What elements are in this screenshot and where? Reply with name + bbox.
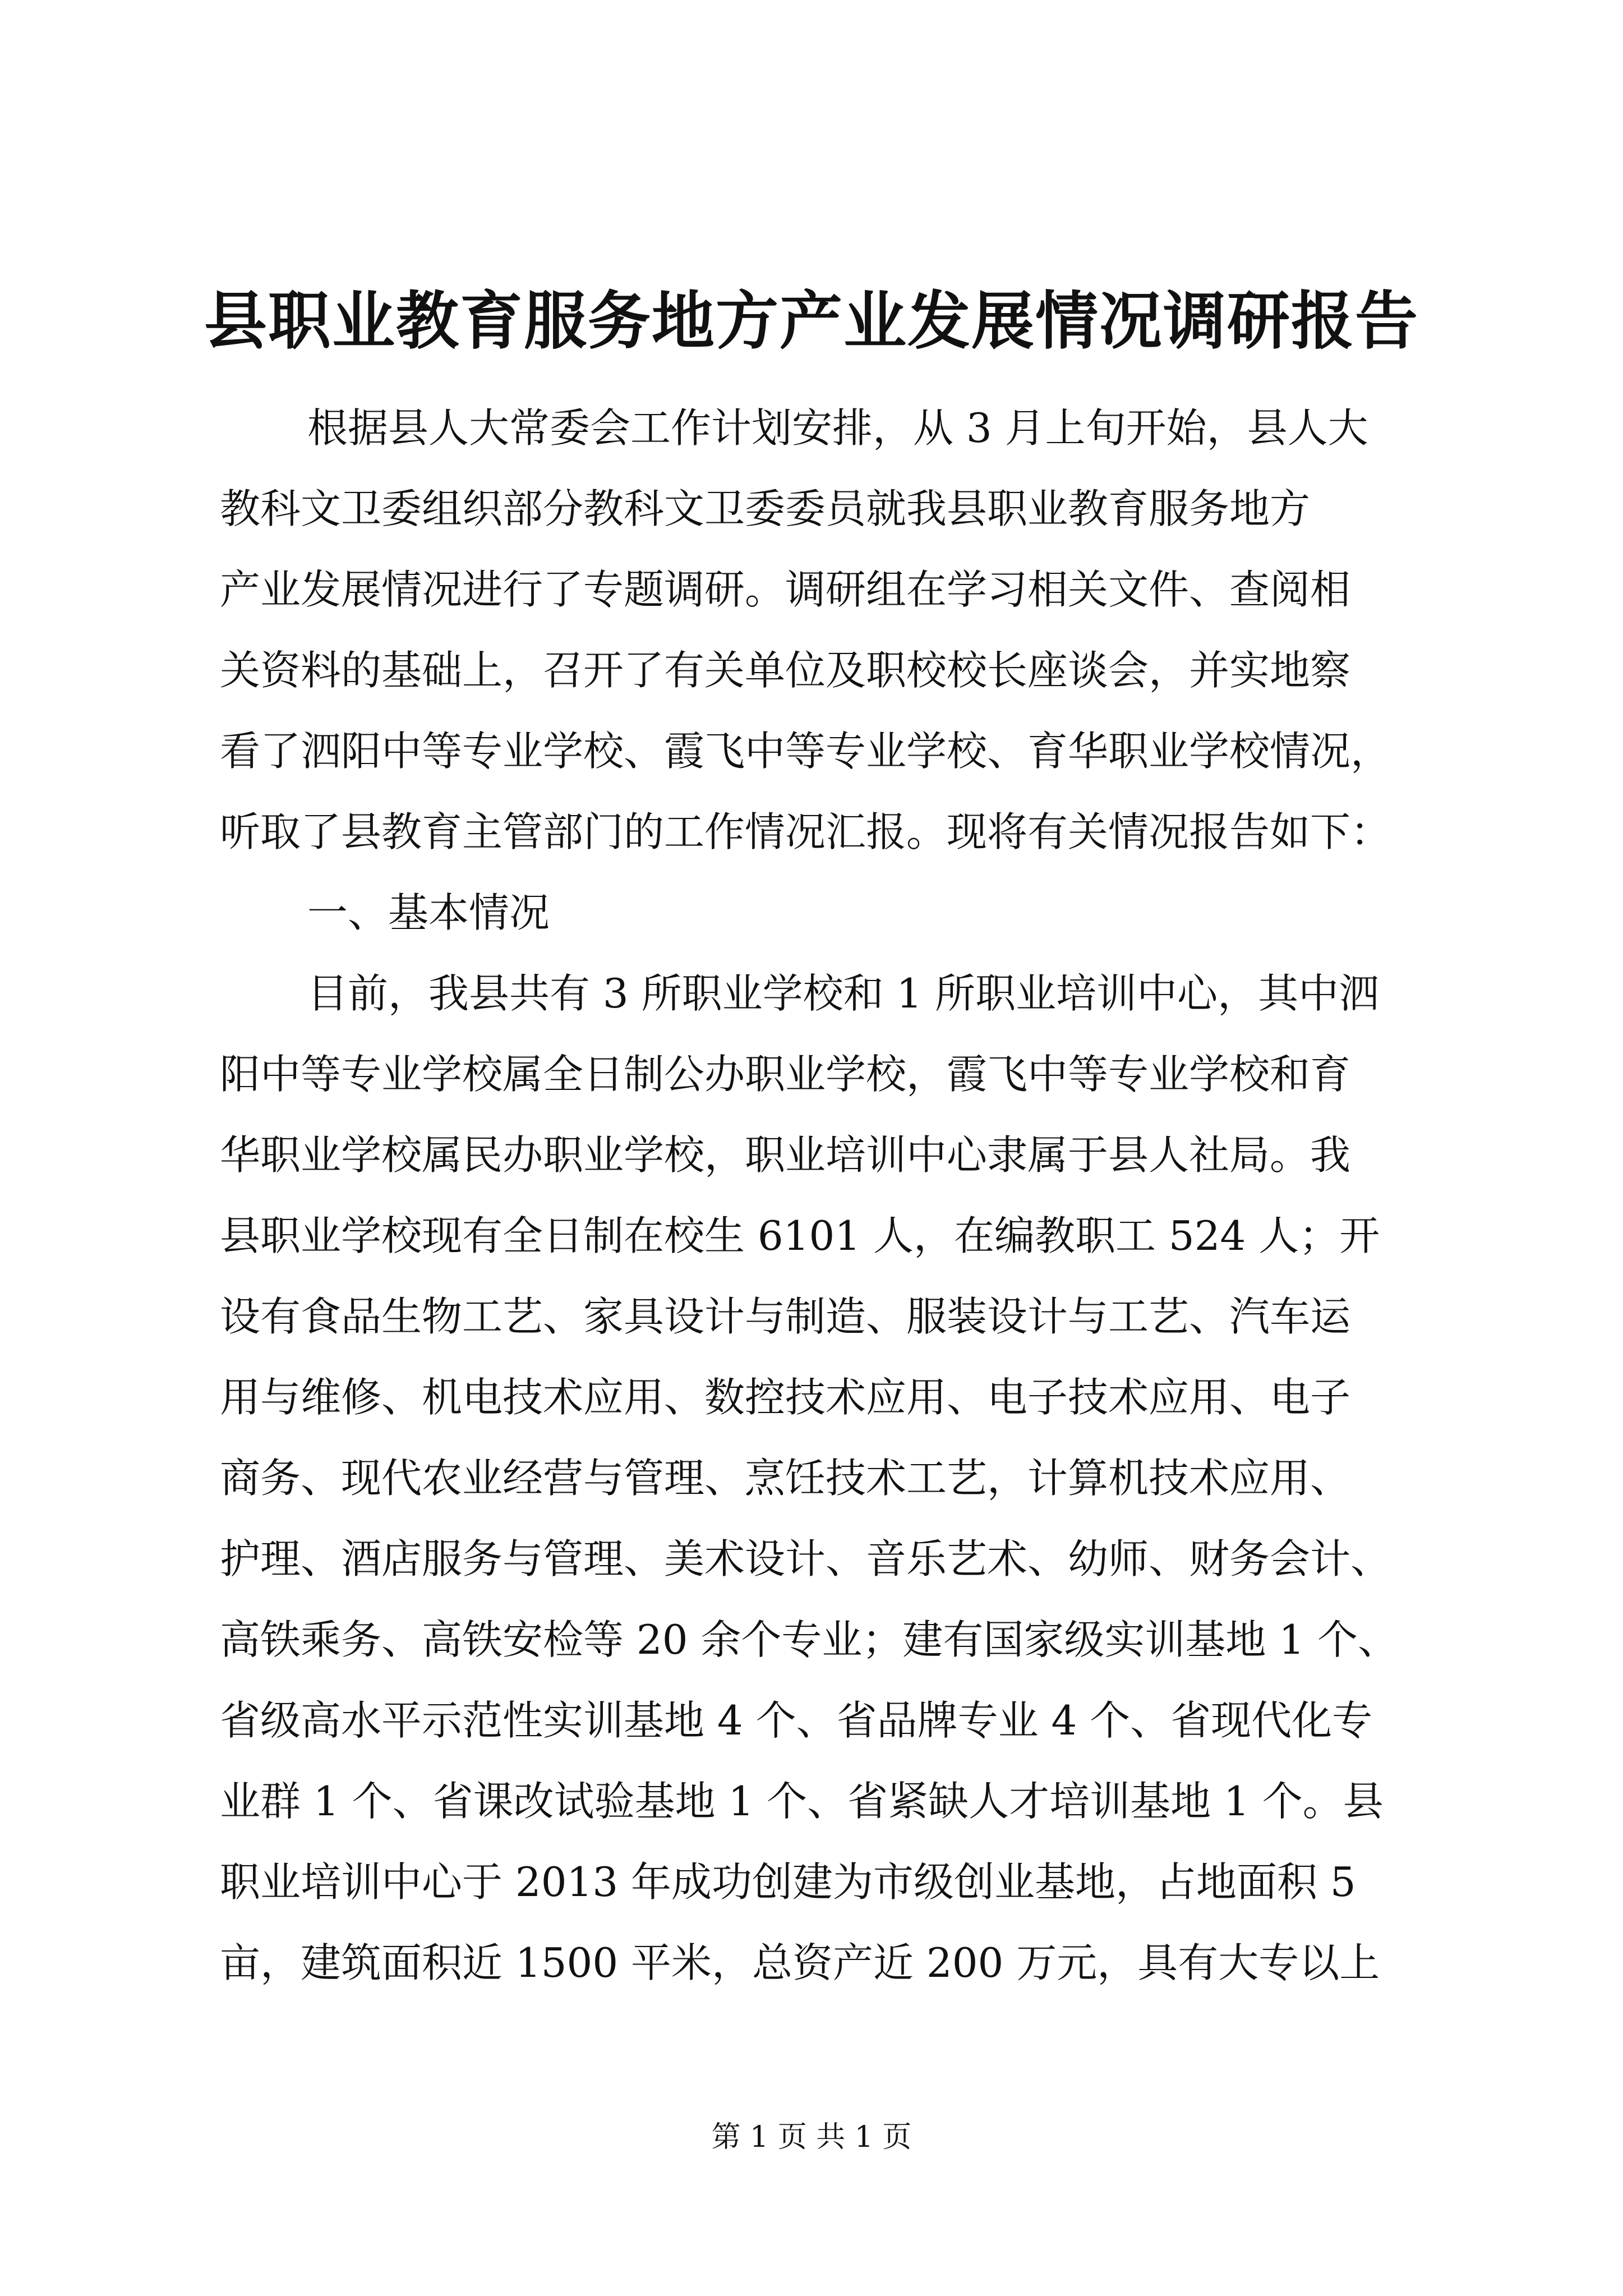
body-line-text: 设有食品生物工艺、家具设计与制造、服装设计与工艺、汽车运 <box>220 1293 1351 1340</box>
section-heading <box>0 876 1623 949</box>
document-title: 县职业教育服务地方产业发展情况调研报告 <box>204 284 1419 358</box>
body-line <box>0 1926 1623 1999</box>
body-line-text: 业群 1 个、省课改试验基地 1 个、省紧缺人才培训基地 1 个。县 <box>220 1778 1384 1825</box>
body-line <box>0 957 1623 1030</box>
body-line <box>0 472 1623 545</box>
body-line-text: 目前，我县共有 3 所职业学校和 1 所职业培训中心，其中泗 <box>307 970 1380 1017</box>
body-line-text: 产业发展情况进行了专题调研。调研组在学习相关文件、查阅相 <box>220 566 1351 613</box>
body-line <box>0 1038 1623 1111</box>
body-line <box>0 1522 1623 1595</box>
body-line <box>0 1765 1623 1838</box>
body-line-text: 县职业学校现有全日制在校生 6101 人，在编教职工 524 人；开 <box>220 1212 1380 1259</box>
body-line-text: 职业培训中心于 2013 年成功创建为市级创业基地，占地面积 5 <box>220 1858 1356 1906</box>
body-line <box>0 715 1623 788</box>
body-line <box>0 1603 1623 1676</box>
body-line-text: 根据县人大常委会工作计划安排，从 3 月上旬开始，县人大 <box>307 404 1368 452</box>
body-line-text: 教科文卫委组织部分教科文卫委委员就我县职业教育服务地方 <box>220 485 1311 532</box>
body-line <box>0 1361 1623 1434</box>
body-line <box>0 1280 1623 1353</box>
body-line-text: 阳中等专业学校属全日制公办职业学校，霞飞中等专业学校和育 <box>220 1051 1351 1098</box>
body-line <box>0 1684 1623 1757</box>
body-line-text: 亩，建筑面积近 1500 平米，总资产近 200 万元，具有大专以上 <box>220 1939 1380 1986</box>
body-line-text: 关资料的基础上，召开了有关单位及职校校长座谈会，并实地察 <box>220 647 1351 694</box>
body-line-text: 商务、现代农业经营与管理、烹饪技术工艺，计算机技术应用、 <box>220 1455 1351 1502</box>
body-line-text: 华职业学校属民办职业学校，职业培训中心隶属于县人社局。我 <box>220 1131 1351 1179</box>
body-line-text: 看了泗阳中等专业学校、霞飞中等专业学校、育华职业学校情况， <box>220 728 1391 775</box>
section-heading-text: 一、基本情况 <box>307 889 550 936</box>
page-footer: 第 1 页 共 1 页 <box>711 2120 912 2154</box>
body-line-text: 用与维修、机电技术应用、数控技术应用、电子技术应用、电子 <box>220 1374 1351 1421</box>
body-line <box>0 634 1623 707</box>
body-line-text: 听取了县教育主管部门的工作情况汇报。现将有关情况报告如下： <box>220 808 1391 855</box>
body-line <box>0 1846 1623 1918</box>
body-line-text: 高铁乘务、高铁安检等 20 余个专业；建有国家级实训基地 1 个、 <box>220 1616 1398 1663</box>
body-line <box>0 553 1623 626</box>
body-line <box>0 1199 1623 1272</box>
body-line <box>0 795 1623 868</box>
body-line-text: 省级高水平示范性实训基地 4 个、省品牌专业 4 个、省现代化专 <box>220 1697 1373 1744</box>
body-line <box>0 392 1623 464</box>
body-line <box>0 1119 1623 1191</box>
body-line <box>0 1442 1623 1515</box>
body-line-text: 护理、酒店服务与管理、美术设计、音乐艺术、幼师、财务会计、 <box>220 1535 1391 1582</box>
